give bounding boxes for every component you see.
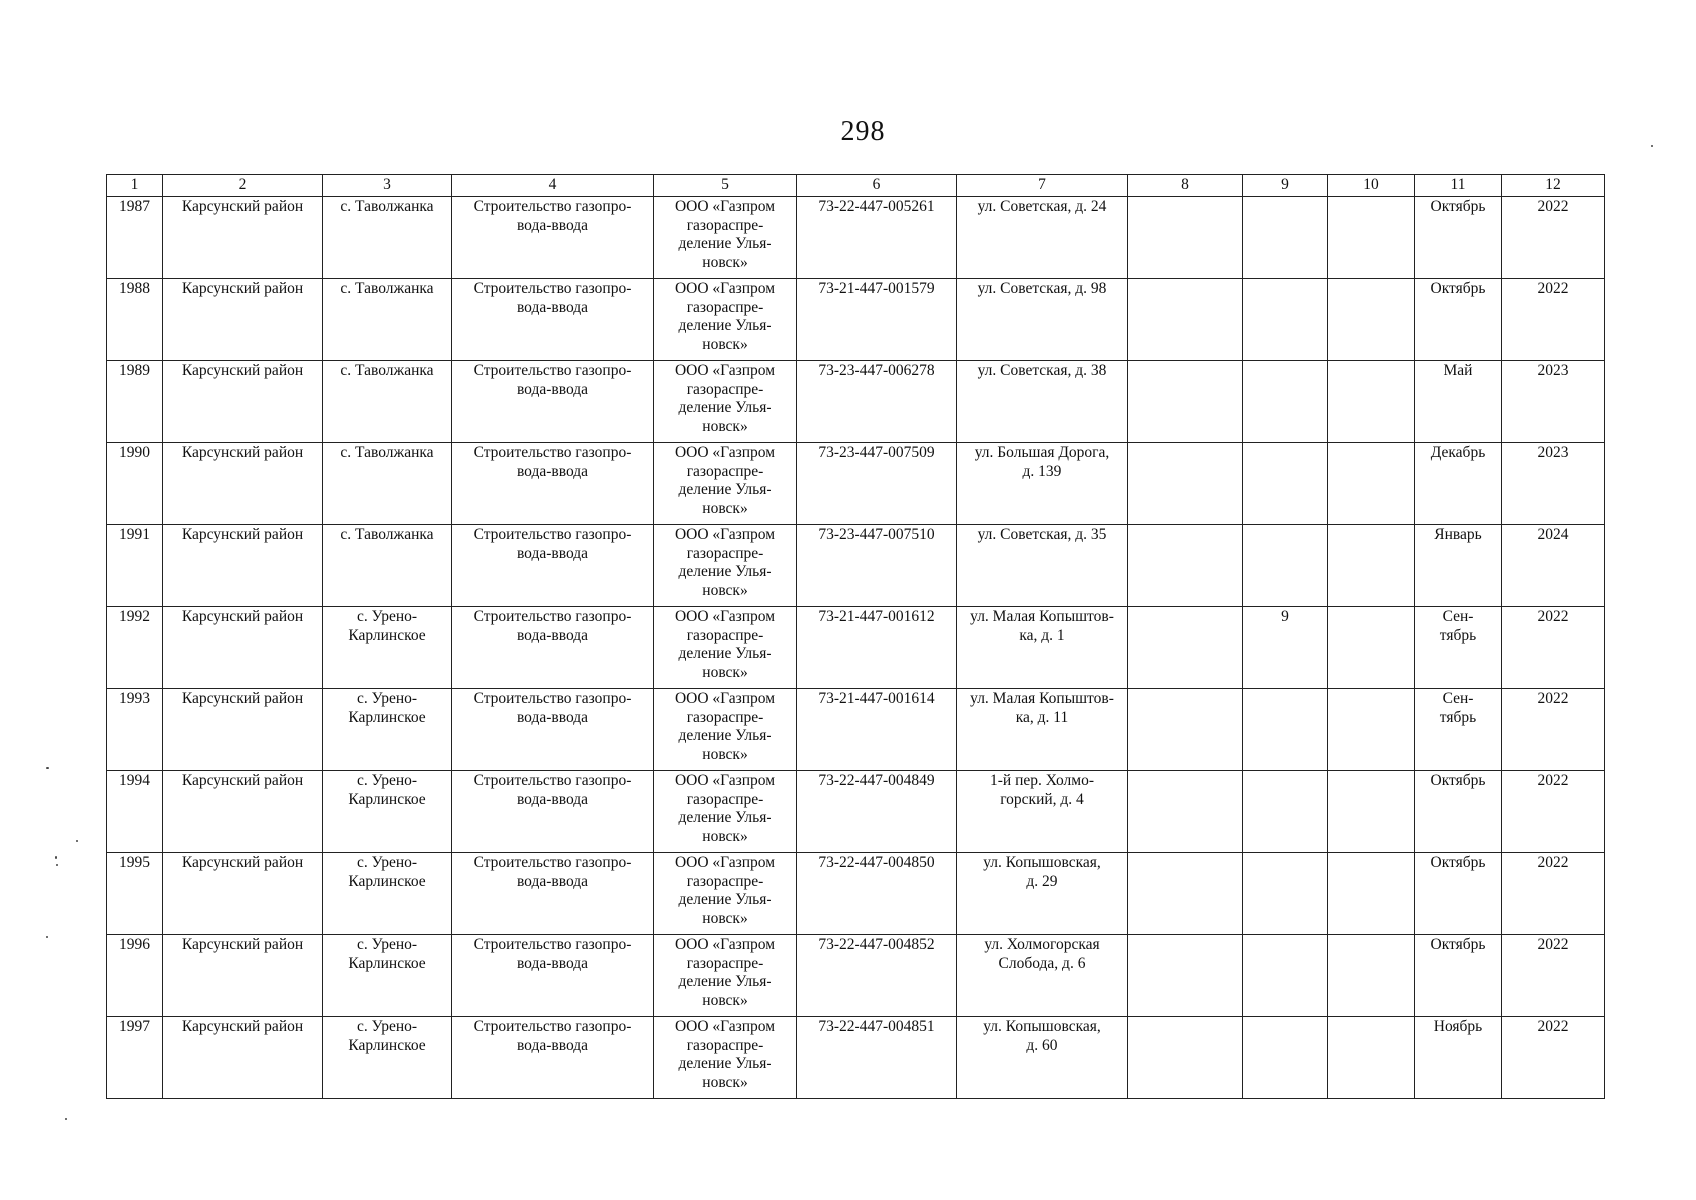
month-cell: Декабрь: [1415, 443, 1502, 525]
year-cell: 2022: [1502, 853, 1605, 935]
col9-cell: [1243, 935, 1328, 1017]
row-number: 1996: [107, 935, 163, 1017]
col8-cell: [1128, 525, 1243, 607]
table-row: [107, 361, 1605, 443]
year-cell: 2022: [1502, 935, 1605, 1017]
settlement-cell: с. Таволжанка: [323, 443, 452, 525]
col9-cell: [1243, 197, 1328, 279]
col10-cell: [1328, 607, 1415, 689]
year-cell: 2022: [1502, 279, 1605, 361]
district-cell: Карсунский район: [163, 279, 323, 361]
work-type-cell: Строительство газопро- вода-ввода: [452, 197, 654, 279]
table-row: [107, 1017, 1605, 1099]
col10-cell: [1328, 197, 1415, 279]
row-number: 1997: [107, 1017, 163, 1099]
row-number: 1989: [107, 361, 163, 443]
column-header: 1: [107, 175, 163, 197]
col9-cell: [1243, 361, 1328, 443]
col8-cell: [1128, 1017, 1243, 1099]
year-cell: 2023: [1502, 443, 1605, 525]
row-number: 1988: [107, 279, 163, 361]
page-number: 298: [840, 116, 886, 147]
district-cell: Карсунский район: [163, 689, 323, 771]
district-cell: Карсунский район: [163, 525, 323, 607]
column-header: 8: [1128, 175, 1243, 197]
object-code-cell: 73-21-447-001579: [797, 279, 957, 361]
scan-speck: [65, 1118, 67, 1120]
scan-speck: [1651, 145, 1653, 147]
scan-speck: [55, 856, 57, 859]
year-cell: 2024: [1502, 525, 1605, 607]
col9-cell: [1243, 771, 1328, 853]
col8-cell: [1128, 771, 1243, 853]
settlement-cell: с. Таволжанка: [323, 525, 452, 607]
row-number: 1991: [107, 525, 163, 607]
work-type-cell: Строительство газопро- вода-ввода: [452, 607, 654, 689]
work-type-cell: Строительство газопро- вода-ввода: [452, 935, 654, 1017]
register-table: [106, 174, 1605, 1099]
district-cell: Карсунский район: [163, 443, 323, 525]
col9-cell: [1243, 853, 1328, 935]
organization-cell: ООО «Газпром газораспре- деление Улья- новск»: [654, 1017, 797, 1099]
district-cell: Карсунский район: [163, 935, 323, 1017]
work-type-cell: Строительство газопро- вода-ввода: [452, 853, 654, 935]
row-number: 1993: [107, 689, 163, 771]
year-cell: 2022: [1502, 197, 1605, 279]
district-cell: Карсунский район: [163, 1017, 323, 1099]
row-number: 1995: [107, 853, 163, 935]
organization-cell: ООО «Газпром газораспре- деление Улья- новск»: [654, 197, 797, 279]
col10-cell: [1328, 689, 1415, 771]
object-code-cell: 73-21-447-001612: [797, 607, 957, 689]
col10-cell: [1328, 935, 1415, 1017]
month-cell: Октябрь: [1415, 279, 1502, 361]
col8-cell: [1128, 279, 1243, 361]
col10-cell: [1328, 853, 1415, 935]
address-cell: ул. Советская, д. 38: [957, 361, 1128, 443]
month-cell: Октябрь: [1415, 771, 1502, 853]
object-code-cell: 73-23-447-006278: [797, 361, 957, 443]
column-header: 11: [1415, 175, 1502, 197]
work-type-cell: Строительство газопро- вода-ввода: [452, 1017, 654, 1099]
scan-speck: [76, 840, 78, 842]
col8-cell: [1128, 607, 1243, 689]
address-cell: ул. Большая Дорога, д. 139: [957, 443, 1128, 525]
row-number: 1990: [107, 443, 163, 525]
col9-cell: [1243, 443, 1328, 525]
district-cell: Карсунский район: [163, 853, 323, 935]
table-row: [107, 525, 1605, 607]
row-number: 1992: [107, 607, 163, 689]
settlement-cell: с. Урено- Карлинское: [323, 935, 452, 1017]
object-code-cell: 73-23-447-007509: [797, 443, 957, 525]
work-type-cell: Строительство газопро- вода-ввода: [452, 361, 654, 443]
settlement-cell: с. Урено- Карлинское: [323, 771, 452, 853]
table-row: [107, 607, 1605, 689]
col10-cell: [1328, 771, 1415, 853]
month-cell: Январь: [1415, 525, 1502, 607]
organization-cell: ООО «Газпром газораспре- деление Улья- новск»: [654, 689, 797, 771]
col10-cell: [1328, 525, 1415, 607]
table-row: [107, 197, 1605, 279]
month-cell: Октябрь: [1415, 197, 1502, 279]
col8-cell: [1128, 443, 1243, 525]
col8-cell: [1128, 361, 1243, 443]
district-cell: Карсунский район: [163, 361, 323, 443]
object-code-cell: 73-22-447-004849: [797, 771, 957, 853]
table-row: [107, 443, 1605, 525]
address-cell: ул. Малая Копыштов- ка, д. 11: [957, 689, 1128, 771]
year-cell: 2023: [1502, 361, 1605, 443]
district-cell: Карсунский район: [163, 607, 323, 689]
settlement-cell: с. Урено- Карлинское: [323, 853, 452, 935]
month-cell: Сен- тябрь: [1415, 689, 1502, 771]
table-body: [107, 197, 1605, 1099]
settlement-cell: с. Таволжанка: [323, 361, 452, 443]
object-code-cell: 73-23-447-007510: [797, 525, 957, 607]
col10-cell: [1328, 279, 1415, 361]
column-header: 12: [1502, 175, 1605, 197]
col8-cell: [1128, 197, 1243, 279]
col9-cell: [1243, 689, 1328, 771]
col8-cell: [1128, 689, 1243, 771]
month-cell: Май: [1415, 361, 1502, 443]
address-cell: ул. Советская, д. 98: [957, 279, 1128, 361]
district-cell: Карсунский район: [163, 197, 323, 279]
organization-cell: ООО «Газпром газораспре- деление Улья- новск»: [654, 935, 797, 1017]
col8-cell: [1128, 853, 1243, 935]
scan-speck: [46, 767, 49, 769]
col9-cell: [1243, 525, 1328, 607]
column-header: 2: [163, 175, 323, 197]
scan-speck: [56, 864, 58, 866]
work-type-cell: Строительство газопро- вода-ввода: [452, 443, 654, 525]
month-cell: Октябрь: [1415, 935, 1502, 1017]
row-number: 1994: [107, 771, 163, 853]
address-cell: ул. Малая Копыштов- ка, д. 1: [957, 607, 1128, 689]
object-code-cell: 73-22-447-005261: [797, 197, 957, 279]
col10-cell: [1328, 443, 1415, 525]
col10-cell: [1328, 1017, 1415, 1099]
work-type-cell: Строительство газопро- вода-ввода: [452, 279, 654, 361]
object-code-cell: 73-22-447-004851: [797, 1017, 957, 1099]
organization-cell: ООО «Газпром газораспре- деление Улья- новск»: [654, 853, 797, 935]
table-row: [107, 853, 1605, 935]
object-code-cell: 73-21-447-001614: [797, 689, 957, 771]
work-type-cell: Строительство газопро- вода-ввода: [452, 689, 654, 771]
organization-cell: ООО «Газпром газораспре- деление Улья- новск»: [654, 361, 797, 443]
organization-cell: ООО «Газпром газораспре- деление Улья- новск»: [654, 279, 797, 361]
organization-cell: ООО «Газпром газораспре- деление Улья- новск»: [654, 443, 797, 525]
month-cell: Октябрь: [1415, 853, 1502, 935]
year-cell: 2022: [1502, 607, 1605, 689]
address-cell: ул. Холмогорская Слобода, д. 6: [957, 935, 1128, 1017]
organization-cell: ООО «Газпром газораспре- деление Улья- новск»: [654, 771, 797, 853]
table-row: [107, 689, 1605, 771]
column-header: 4: [452, 175, 654, 197]
column-header: 10: [1328, 175, 1415, 197]
address-cell: 1-й пер. Холмо- горский, д. 4: [957, 771, 1128, 853]
col10-cell: [1328, 361, 1415, 443]
settlement-cell: с. Урено- Карлинское: [323, 689, 452, 771]
object-code-cell: 73-22-447-004852: [797, 935, 957, 1017]
table-row: [107, 279, 1605, 361]
address-cell: ул. Советская, д. 35: [957, 525, 1128, 607]
organization-cell: ООО «Газпром газораспре- деление Улья- новск»: [654, 525, 797, 607]
settlement-cell: с. Таволжанка: [323, 279, 452, 361]
column-header: 9: [1243, 175, 1328, 197]
column-header: 5: [654, 175, 797, 197]
table-row: [107, 771, 1605, 853]
settlement-cell: с. Урено- Карлинское: [323, 607, 452, 689]
settlement-cell: с. Таволжанка: [323, 197, 452, 279]
year-cell: 2022: [1502, 1017, 1605, 1099]
year-cell: 2022: [1502, 771, 1605, 853]
column-header: 7: [957, 175, 1128, 197]
col9-cell: [1243, 279, 1328, 361]
column-header: 3: [323, 175, 452, 197]
settlement-cell: с. Урено- Карлинское: [323, 1017, 452, 1099]
col8-cell: [1128, 935, 1243, 1017]
column-header: 6: [797, 175, 957, 197]
column-number-row: [107, 175, 1605, 197]
object-code-cell: 73-22-447-004850: [797, 853, 957, 935]
col9-cell: [1243, 1017, 1328, 1099]
month-cell: Сен- тябрь: [1415, 607, 1502, 689]
year-cell: 2022: [1502, 689, 1605, 771]
scan-speck: [46, 936, 48, 938]
col9-cell: 9: [1243, 607, 1328, 689]
table-row: [107, 935, 1605, 1017]
work-type-cell: Строительство газопро- вода-ввода: [452, 525, 654, 607]
organization-cell: ООО «Газпром газораспре- деление Улья- новск»: [654, 607, 797, 689]
address-cell: ул. Советская, д. 24: [957, 197, 1128, 279]
address-cell: ул. Копышовская, д. 29: [957, 853, 1128, 935]
month-cell: Ноябрь: [1415, 1017, 1502, 1099]
work-type-cell: Строительство газопро- вода-ввода: [452, 771, 654, 853]
row-number: 1987: [107, 197, 163, 279]
address-cell: ул. Копышовская, д. 60: [957, 1017, 1128, 1099]
district-cell: Карсунский район: [163, 771, 323, 853]
